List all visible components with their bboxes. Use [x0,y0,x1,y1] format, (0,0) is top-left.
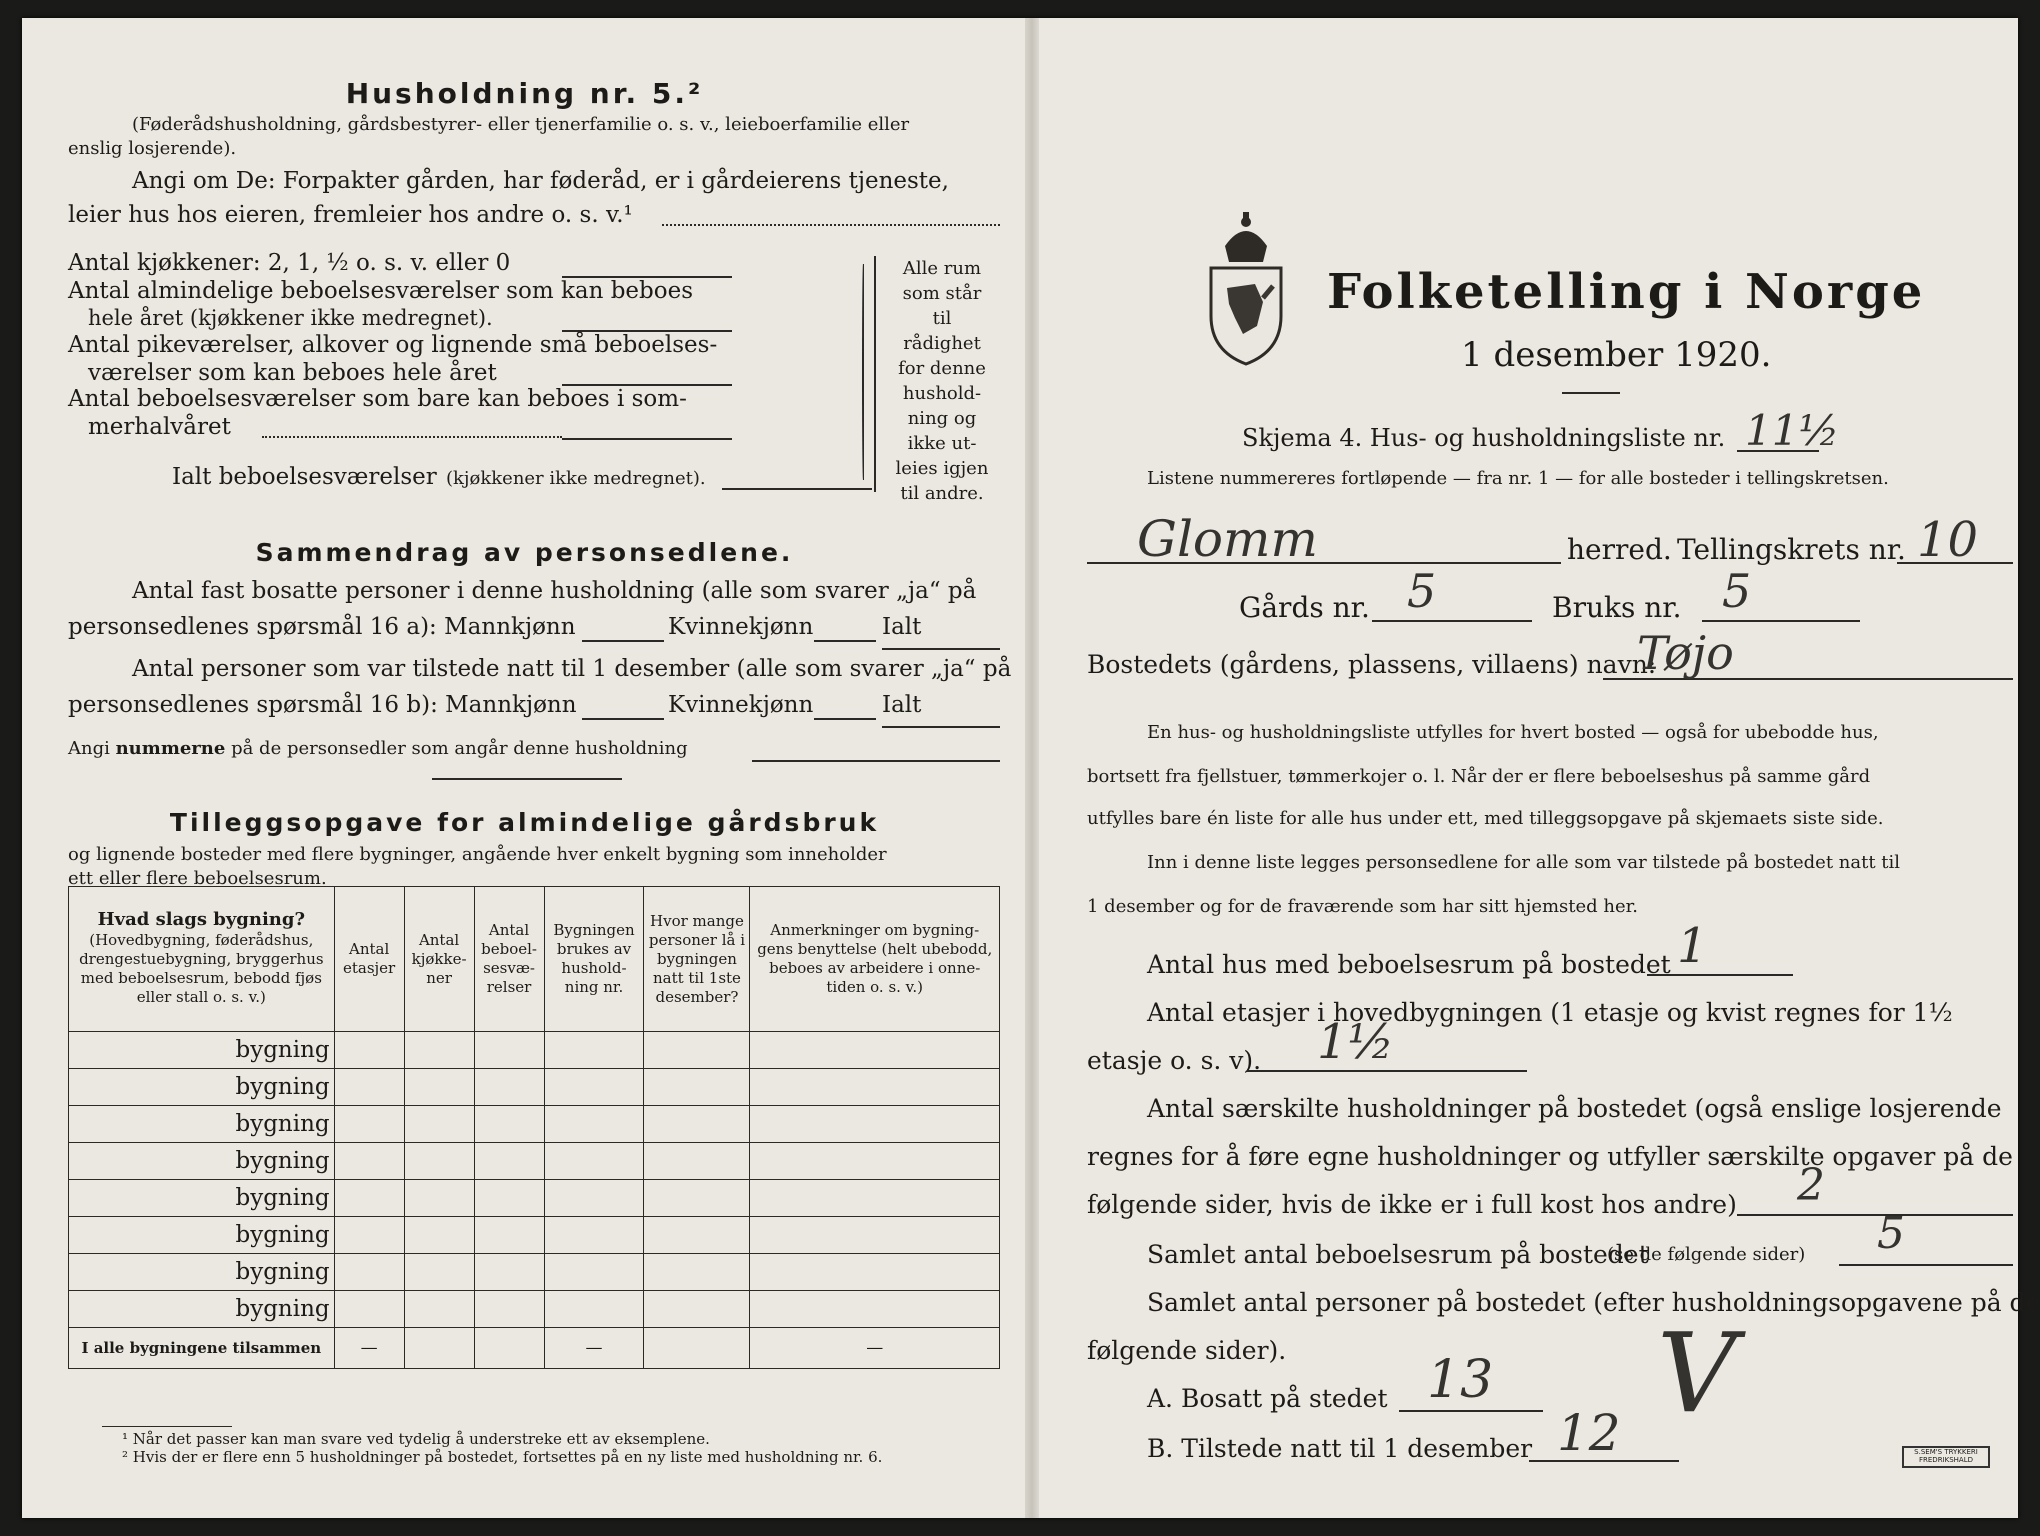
building-type-cell[interactable]: bygning [69,1254,335,1291]
rooms-maid-2: værelser som kan beboes hele året [88,360,497,386]
angi-nummer-line: Angi nummerne på de personsedler som angår denne husholdning [68,738,688,759]
persons-cell[interactable] [644,1254,750,1291]
header-building-type: Hvad slags bygning? (Hovedbygning, føderådshus, drengestuebygning, bryggerhus med beboelsesrum, bebodd fjøs eller stall o. s. v.) [69,887,335,1032]
angi-line-2: leier hus hos eieren, fremleier hos andre o. s. v.¹ [68,202,633,228]
remarks-cell[interactable] [750,1254,1000,1291]
schema-label: Skjema 4. Hus- og husholdningsliste nr. [1242,424,1726,452]
bracket-rule [874,256,876,492]
persons-cell[interactable] [644,1069,750,1106]
section-divider [432,778,622,780]
sarskilte-line-3: følgende sider, hvis de ikke er i full kost hos andre) [1087,1190,1737,1219]
total-household: — [544,1328,644,1369]
bosatt-value: 13 [1427,1350,1494,1410]
gards-line[interactable] [1372,620,1532,622]
household-title: Husholdning nr. 5.² [345,77,704,110]
persons-cell[interactable] [644,1180,750,1217]
total-fill-a[interactable] [882,648,1000,650]
sarskilte-line-1: Antal særskilte husholdninger på bostedet (også enslige losjerende [1147,1094,2002,1123]
total-floors: — [334,1328,404,1369]
table-row [69,1032,1000,1069]
persons-cell[interactable] [644,1143,750,1180]
remarks-cell[interactable] [750,1032,1000,1069]
header-household-nr: Bygningen brukes av hushold-ning nr. [544,887,644,1032]
male-fill-b[interactable] [582,718,664,720]
total-row-label: I alle bygningene tilsammen [69,1328,335,1369]
instruction-5: 1 desember og for de fraværende som har sitt hjemsted her. [1087,896,1638,917]
kitchens-cell[interactable] [404,1217,474,1254]
persons-cell[interactable] [644,1291,750,1328]
kitchens-cell[interactable] [404,1069,474,1106]
rooms-summer-2: merhalvåret [88,414,231,440]
total-kitchens[interactable] [404,1328,474,1369]
supplement-text-1: og lignende bosteder med flere bygninger, angående hver enkelt bygning som inneholder [68,844,887,865]
rooms-cell[interactable] [474,1106,544,1143]
bracket-note: Alle rum som står til rådighet for denne hushold- ning og ikke ut- leies igjen til andre. [895,258,989,504]
rooms-cell[interactable] [474,1032,544,1069]
floors-cell[interactable] [334,1069,404,1106]
total-persons[interactable] [644,1328,750,1369]
remarks-cell[interactable] [750,1106,1000,1143]
instruction-4: Inn i denne liste legges personsedlene for alle som var tilstede på bostedet natt til [1147,852,1901,873]
gards-label: Gårds nr. [1239,591,1370,624]
header-kitchens: Antal kjøkke-ner [404,887,474,1032]
herred-label: herred. [1567,533,1672,566]
gards-value: 5 [1407,564,1437,618]
rooms-ordinary-1: Antal almindelige beboelsesværelser som kan beboes [68,278,694,304]
bruks-value: 5 [1722,564,1752,618]
bosatt-label: A. Bosatt på stedet [1147,1384,1388,1413]
table-row [69,1180,1000,1217]
total-label-a: Ialt [882,614,922,640]
rooms-cell[interactable] [474,1143,544,1180]
male-fill-a[interactable] [582,640,664,642]
remarks-cell[interactable] [750,1143,1000,1180]
instruction-1: En hus- og husholdningsliste utfylles for hvert bosted — også for ubebodde hus, [1147,722,1879,743]
rooms-cell[interactable] [474,1180,544,1217]
tellingskrets-value: 10 [1917,512,1979,568]
bostedets-value: Tøjo [1637,626,1734,680]
female-fill-b[interactable] [814,718,876,720]
table-row [69,1143,1000,1180]
sarskilte-line[interactable] [1737,1214,2013,1216]
summary-title: Sammendrag av personsedlene. [255,538,794,567]
female-fill-a[interactable] [814,640,876,642]
table-row [69,1069,1000,1106]
table-total-row [69,1328,1000,1369]
rooms-kitchens: Antal kjøkkener: 2, 1, ½ o. s. v. eller 0 [68,250,511,276]
floors-cell[interactable] [334,1106,404,1143]
floors-cell[interactable] [334,1143,404,1180]
numbering-note: Listene nummereres fortløpende — fra nr. 1 — for alle bosteder i tellingskretsen. [1147,468,1889,489]
kitchens-cell[interactable] [404,1143,474,1180]
table-row [69,1254,1000,1291]
summary-line-2: personsedlenes spørsmål 16 a): Mannkjønn [68,614,576,640]
schema-nr-value: 11½ [1745,406,1840,455]
rooms-cell[interactable] [474,1254,544,1291]
samlet-rum-line[interactable] [1839,1264,2013,1266]
footnote-rule [102,1426,232,1427]
remarks-cell[interactable] [750,1069,1000,1106]
rooms-cell[interactable] [474,1069,544,1106]
household-nr-cell[interactable] [544,1143,644,1180]
building-type-cell[interactable]: bygning [69,1217,335,1254]
rooms-cell[interactable] [474,1217,544,1254]
bruks-line[interactable] [1702,620,1860,622]
instruction-2: bortsett fra fjellstuer, tømmerkojer o. l. Når der er flere beboelseshus på samme gård [1087,766,1871,787]
angi-nummer-fill[interactable] [752,760,1000,762]
rooms-maid-1: Antal pikeværelser, alkover og lignende små beboelses- [68,332,718,358]
table-header-row [69,887,1000,1032]
total-rooms[interactable] [474,1328,544,1369]
left-page [22,18,1027,1518]
floors-cell[interactable] [334,1291,404,1328]
census-date: 1 desember 1920. [1461,335,1772,375]
check-mark: V [1657,1309,1737,1437]
bosatt-line[interactable] [1399,1410,1543,1412]
samlet-rum-value: 5 [1877,1208,1905,1259]
supplement-text-2: ett eller flere beboelsesrum. [68,868,327,889]
floors-cell[interactable] [334,1032,404,1069]
samlet-pers-line-2: følgende sider). [1087,1336,1287,1365]
female-label-b: Kvinnekjønn [668,692,814,718]
kitchens-cell[interactable] [404,1254,474,1291]
total-fill-b[interactable] [882,726,1000,728]
persons-cell[interactable] [644,1217,750,1254]
header-rooms: Antal beboel-sesvæ-relser [474,887,544,1032]
bruks-label: Bruks nr. [1552,591,1682,624]
intro-line-2: enslig losjerende). [68,138,237,159]
tellingskrets-label: Tellingskrets nr. [1677,533,1906,566]
kitchens-cell[interactable] [404,1106,474,1143]
kitchens-cell[interactable] [404,1291,474,1328]
household-nr-cell[interactable] [544,1106,644,1143]
etasjer-line[interactable] [1247,1070,1527,1072]
household-nr-cell[interactable] [544,1032,644,1069]
printer-stamp: S.SEM'S TRYKKERI FREDRIKSHALD [1902,1446,1990,1468]
floors-cell[interactable] [334,1217,404,1254]
floors-cell[interactable] [334,1180,404,1217]
samlet-rum-label: Samlet antal beboelsesrum på bostedet [1147,1240,1649,1269]
bracket-curl [862,264,864,480]
hus-value: 1 [1677,918,1708,974]
building-type-cell[interactable]: bygning [69,1106,335,1143]
building-type-cell[interactable]: bygning [69,1180,335,1217]
census-title: Folketelling i Norge [1327,264,1926,320]
hus-label: Antal hus med beboelsesrum på bostedet [1147,950,1671,979]
rooms-summer-1: Antal beboelsesværelser som bare kan beboes i som- [68,386,687,412]
table-row [69,1106,1000,1143]
etasjer-line-1: Antal etasjer i hovedbygningen (1 etasje og kvist regnes for 1½ [1147,998,1953,1027]
sarskilte-value: 2 [1797,1160,1825,1211]
buildings-table [68,886,1000,1369]
building-type-cell[interactable]: bygning [69,1032,335,1069]
persons-cell[interactable] [644,1106,750,1143]
remarks-cell[interactable] [750,1291,1000,1328]
bostedets-label: Bostedets (gårdens, plassens, villaens) navn: [1087,650,1657,679]
rooms-total-fill[interactable] [722,488,872,490]
total-remarks: — [750,1328,1000,1369]
summary-line-4: personsedlenes spørsmål 16 b): Mannkjønn [68,692,577,718]
header-floors: Antal etasjer [334,887,404,1032]
right-page [1037,18,2040,1518]
female-label-a: Kvinnekjønn [668,614,814,640]
angi-line-1: Angi om De: Forpakter gården, har føderåd, er i gårdeierens tjeneste, [132,168,949,194]
herred-value: Glomm [1137,510,1318,568]
persons-cell[interactable] [644,1032,750,1069]
rooms-summer-dots [262,436,562,438]
summary-line-3: Antal personer som var tilstede natt til 1 desember (alle som svarer „ja“ på [132,656,1012,682]
census-form-sheet [22,18,2040,1518]
table-row [69,1217,1000,1254]
household-nr-cell[interactable] [544,1069,644,1106]
sarskilte-line-2: regnes for å føre egne husholdninger og utfyller særskilte opgaver på de [1087,1142,2013,1171]
footnote-1: ¹ Når det passer kan man svare ved tydelig å understreke ett av eksemplene. [122,1430,710,1448]
hus-line[interactable] [1647,974,1793,976]
instruction-3: utfylles bare én liste for alle hus under ett, med tilleggsopgave på skjemaets siste side. [1087,808,1884,829]
header-persons: Hvor mange personer lå i bygningen natt til 1ste desember? [644,887,750,1032]
samlet-pers-line-1: Samlet antal personer på bostedet (efter husholdningsopgavene på de [1147,1288,2040,1317]
norwegian-coat-of-arms-icon [1205,206,1287,366]
supplement-title: Tilleggsopgave for almindelige gårdsbruk [169,808,880,837]
table-row [69,1291,1000,1328]
footnote-2: ² Hvis der er flere enn 5 husholdninger på bostedet, fortsettes på en ny liste med husholdning nr. 6. [122,1448,883,1466]
household-nr-cell[interactable] [544,1291,644,1328]
summary-line-1: Antal fast bosatte personer i denne husholdning (alle som svarer „ja“ på [132,578,977,604]
kitchens-cell[interactable] [404,1032,474,1069]
rooms-summer-fill[interactable] [562,438,732,440]
rooms-total-note: (kjøkkener ikke medregnet). [446,468,706,489]
title-divider [1562,392,1620,394]
total-label-b: Ialt [882,692,922,718]
remarks-cell[interactable] [750,1180,1000,1217]
building-type-cell[interactable]: bygning [69,1143,335,1180]
intro-line-1: (Føderådshusholdning, gårdsbestyrer- eller tjenerfamilie o. s. v., leieboerfamilie eller [132,114,910,135]
household-nr-cell[interactable] [544,1180,644,1217]
tilstede-value: 12 [1557,1404,1621,1462]
building-type-cell[interactable]: bygning [69,1069,335,1106]
header-remarks: Anmerkninger om bygning-gens benyttelse (helt ubebodd, beboes av arbeidere i onne-tiden o. s. v.) [750,887,1000,1032]
angi-fill-line[interactable] [662,224,1000,226]
household-nr-cell[interactable] [544,1254,644,1291]
tilstede-label: B. Tilstede natt til 1 desember [1147,1434,1533,1463]
rooms-cell[interactable] [474,1291,544,1328]
etasjer-line-2: etasje o. s. v). [1087,1046,1262,1075]
floors-cell[interactable] [334,1254,404,1291]
household-nr-cell[interactable] [544,1217,644,1254]
kitchens-cell[interactable] [404,1180,474,1217]
etasjer-value: 1½ [1317,1014,1395,1070]
rooms-total-label: Ialt beboelsesværelser [172,464,437,490]
samlet-rum-note: (se de følgende sider) [1607,1244,1806,1265]
rooms-ordinary-2: hele året (kjøkkener ikke medregnet). [88,306,493,330]
remarks-cell[interactable] [750,1217,1000,1254]
building-type-cell[interactable]: bygning [69,1291,335,1328]
